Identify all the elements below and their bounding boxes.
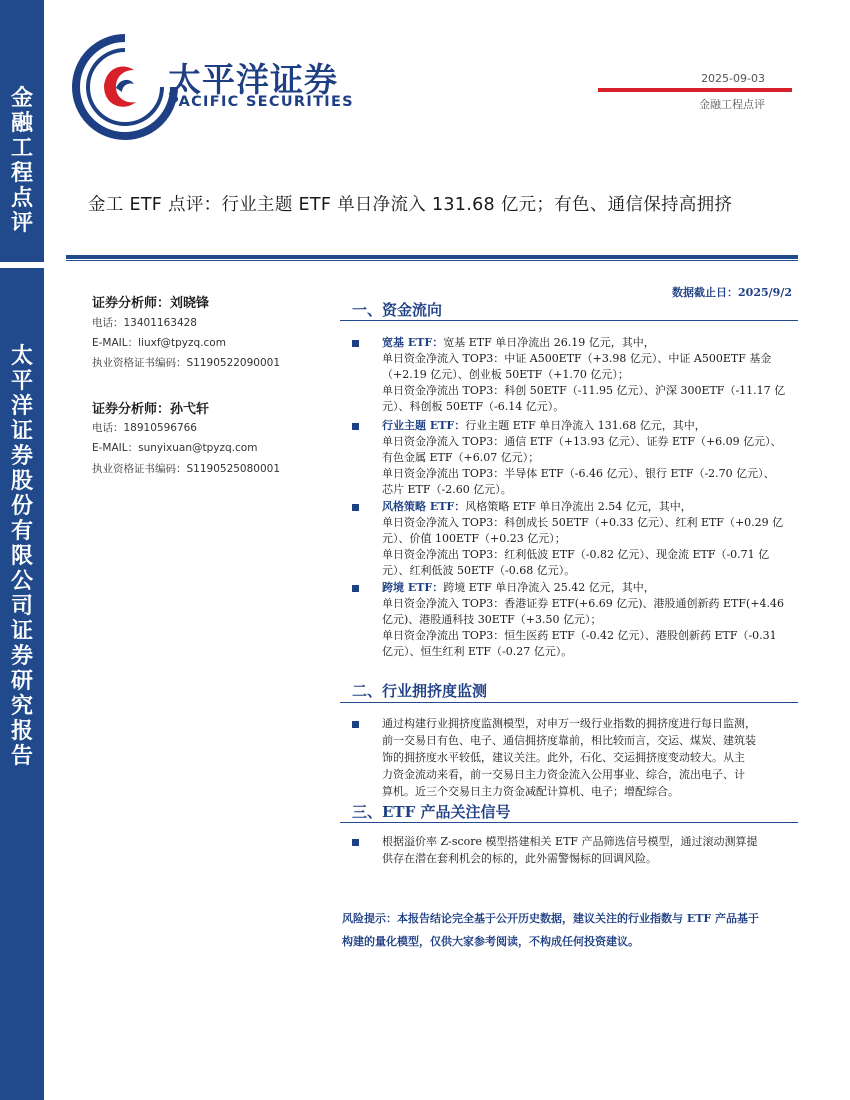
list-item-line: 根据溢价率 Z-score 模型搭建相关 ETF 产品筛选信号模型，通过滚动测算提 [382, 835, 758, 848]
list-item-line: 单日资金净流出 TOP3：恒生医药 ETF（-0.42 亿元）、港股创新药 ETF（-0.31 [382, 629, 777, 642]
page-title: 金工 ETF 点评：行业主题 ETF 单日净流入 131.68 亿元；有色、通信保持高拥挤 [88, 195, 733, 215]
list-item-line: 饰的拥挤度水平较低，建议关注。此外，石化、交运拥挤度变动较大。从主 [382, 751, 745, 764]
list-item-line: 元）、红利低波 50ETF（-0.68 亿元）。 [382, 564, 576, 577]
list-item-line: 有色金属 ETF（+6.07 亿元）； [382, 451, 540, 464]
analyst-phone: 电话：18910596766 [92, 422, 197, 434]
analyst-license: 执业资格证书编码：S1190525080001 [92, 463, 281, 475]
title-divider [66, 255, 798, 259]
list-item-line: 前一交易日有色、电子、通信拥挤度靠前，相比较而言，交运、煤炭、建筑装 [382, 734, 756, 747]
data-cutoff-date: 数据截止日：2025/9/2 [672, 286, 792, 299]
list-item-line: 单日资金净流出 TOP3：半导体 ETF（-6.46 亿元）、银行 ETF（-2.70 亿元）、 [382, 467, 775, 480]
bullet-icon [352, 839, 359, 846]
list-item: 行业主题 ETF：行业主题 ETF 单日净流入 131.68 亿元，其中， [382, 419, 706, 432]
risk-warning: 构建的量化模型，仅供大家参考阅读，不构成任何投资建议。 [342, 935, 639, 948]
section-divider [340, 320, 798, 321]
side-label-report-type: 金 融 工 程 点 评 [10, 86, 33, 236]
list-item-line: 单日资金净流入 TOP3：科创成长 50ETF（+0.33 亿元）、红利 ETF（+0.29 亿 [382, 516, 784, 529]
list-item: 风格策略 ETF：风格策略 ETF 单日净流出 2.54 亿元，其中， [382, 500, 692, 513]
bullet-icon [352, 504, 359, 511]
section-title-fund-flow: 一、资金流向 [352, 301, 443, 319]
list-item-line: 元）、科创板 50ETF（-6.14 亿元）。 [382, 400, 565, 413]
bullet-icon [352, 585, 359, 592]
side-separator [0, 262, 44, 268]
list-item-line: 亿元）、恒生红利 ETF（-0.27 亿元）。 [382, 645, 573, 658]
list-item-line: （+2.19 亿元）、创业板 50ETF（+1.70 亿元）； [382, 368, 629, 381]
list-item-line: 通过构建行业拥挤度监测模型，对申万一级行业指数的拥挤度进行每日监测， [382, 717, 756, 730]
analyst-email[interactable]: E-MAIL：liuxf@tpyzq.com [92, 337, 226, 349]
analyst-license: 执业资格证书编码：S1190522090001 [92, 357, 281, 369]
section-title-etf-signal: 三、ETF 产品关注信号 [352, 803, 511, 821]
pacific-logo-icon [70, 32, 180, 142]
list-item-line: 亿元)、港股通科技 30ETF（+3.50 亿元）； [382, 613, 602, 626]
section-divider [340, 702, 798, 703]
list-item-line: 力资金流动来看，前一交易日主力资金流入公用事业、综合，流出电子、计 [382, 768, 745, 781]
side-label-company: 太 平 洋 证 券 股 份 有 限 公 司 证 券 研 究 报 告 [10, 344, 33, 769]
list-item: 跨境 ETF：跨境 ETF 单日净流入 25.42 亿元，其中， [382, 581, 655, 594]
list-item-line: 元）、价值 100ETF（+0.23 亿元）； [382, 532, 566, 545]
list-item: 宽基 ETF：宽基 ETF 单日净流出 26.19 亿元，其中， [382, 336, 655, 349]
section-divider [340, 822, 798, 823]
analyst-name: 证券分析师：刘晓锋 [92, 296, 210, 311]
analyst-name: 证券分析师：孙弋轩 [92, 402, 210, 417]
report-type: 金融工程点评 [699, 98, 765, 111]
list-item-line: 单日资金净流入 TOP3：香港证券 ETF(+6.69 亿元)、港股通创新药 ETF(+4.46 [382, 597, 785, 610]
bullet-icon [352, 423, 359, 430]
list-item-line: 算机。近三个交易日主力资金减配计算机、电子；增配综合。 [382, 785, 679, 798]
title-divider-thin [66, 260, 798, 261]
list-item-line: 单日资金净流出 TOP3：科创 50ETF（-11.95 亿元）、沪深 300ETF（-11.17 亿 [382, 384, 786, 397]
section-title-crowding: 二、行业拥挤度监测 [352, 682, 488, 700]
bullet-icon [352, 721, 359, 728]
brand-name-cn: 太平洋证券 [168, 60, 338, 99]
list-item-line: 单日资金净流入 TOP3：中证 A500ETF（+3.98 亿元）、中证 A500ETF 基金 [382, 352, 772, 365]
risk-warning: 风险提示：本报告结论完全基于公开历史数据，建议关注的行业指数与 ETF 产品基于 [342, 912, 760, 925]
list-item-line: 单日资金净流入 TOP3：通信 ETF（+13.93 亿元）、证券 ETF（+6.09 亿元）、 [382, 435, 782, 448]
bullet-icon [352, 340, 359, 347]
list-item-line: 芯片 ETF（-2.60 亿元）。 [382, 483, 512, 496]
report-date: 2025-09-03 [701, 72, 765, 85]
brand-name-en: PACIFIC SECURITIES [168, 94, 354, 110]
list-item-line: 供存在潜在套利机会的标的，此外需警惕标的回调风险。 [382, 852, 657, 865]
list-item-line: 单日资金净流出 TOP3：红利低波 ETF（-0.82 亿元）、现金流 ETF（-0.71 亿 [382, 548, 770, 561]
analyst-email[interactable]: E-MAIL：sunyixuan@tpyzq.com [92, 442, 258, 454]
analyst-phone: 电话：13401163428 [92, 317, 197, 329]
header-accent-bar [598, 88, 792, 92]
